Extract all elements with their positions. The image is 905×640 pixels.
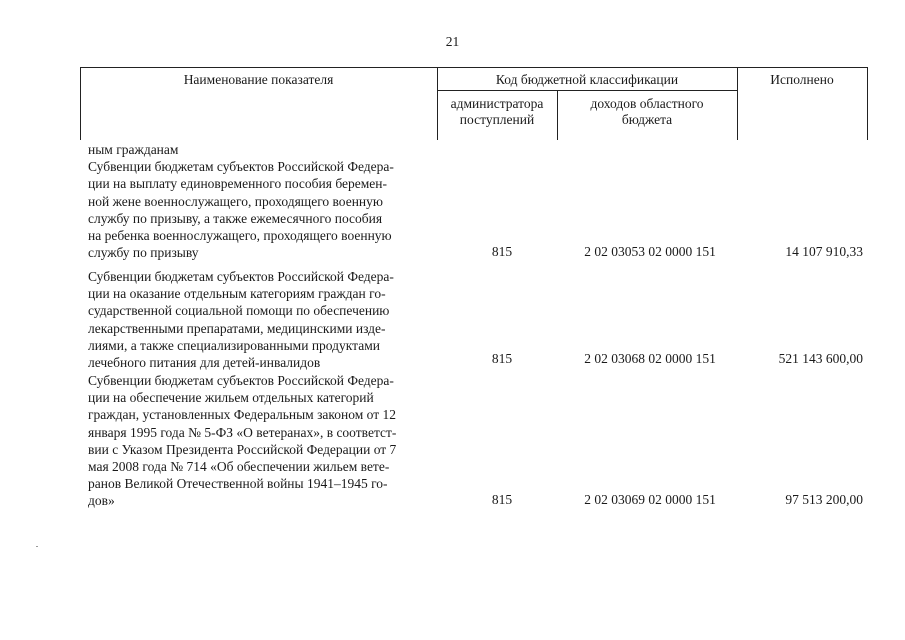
row-name-line: ции на обеспечение жильем отдельных категорий — [88, 390, 374, 406]
row-name-line: вии с Указом Президента Российской Федерации от 7 — [88, 441, 397, 457]
row-name — [88, 268, 436, 371]
page-number: 21 — [445, 34, 460, 49]
table-header — [80, 67, 868, 140]
row-name-line: ции на выплату единовременного пособия беремен- — [88, 176, 388, 192]
header-subdivider — [437, 90, 737, 91]
row-admin-code: 815 — [491, 244, 513, 259]
row-name-line: дов» — [88, 493, 115, 509]
row-income-code: 2 02 03053 02 0000 151 — [584, 244, 716, 259]
row-amount: 14 107 910,33 — [785, 244, 863, 259]
row-name-line: службу по призыву, а также ежемесячного пособия — [88, 210, 383, 226]
header-admin-line2: поступлений — [459, 112, 535, 127]
row-name-line: ной жене военнослужащего, проходящего военную — [88, 193, 383, 209]
row-amount: 521 143 600,00 — [778, 351, 863, 366]
row-income-code: 2 02 03069 02 0000 151 — [584, 492, 716, 507]
row-admin-code: 815 — [491, 492, 513, 507]
header-name: Наименование показателя — [183, 72, 334, 87]
header-executed: Исполнено — [770, 72, 834, 87]
row-income-code: 2 02 03068 02 0000 151 — [584, 351, 716, 366]
header-income — [557, 96, 737, 128]
header-border-right — [867, 68, 868, 140]
row-name — [88, 372, 436, 510]
row-name-line: ранов Великой Отечественной войны 1941–1945 го- — [88, 476, 388, 492]
row-name-line: граждан, установленных Федеральным законом от 12 — [88, 407, 397, 423]
header-income-line2: бюджета — [621, 112, 673, 127]
row-name-line: лиями, а также специализированными продуктами — [88, 337, 380, 353]
row-admin-code: 815 — [491, 351, 513, 366]
row-name-line: службу по призыву — [88, 245, 199, 261]
header-admin-line1: администратора — [450, 96, 544, 111]
row-name-line: лекарственными препаратами, медицинскими изде- — [88, 320, 386, 336]
row-name-line: мая 2008 года № 714 «Об обеспечении жильем вете- — [88, 459, 390, 475]
row-name-line: ным гражданам — [88, 142, 179, 157]
scan-mark — [36, 546, 38, 547]
header-income-line1: доходов областного — [590, 96, 704, 111]
row-name-line: на ребенка военнослужащего, проходящего военную — [88, 228, 392, 244]
row-name-line: сударственной социальной помощи по обеспечению — [88, 303, 390, 319]
row-name-line: Субвенции бюджетам субъектов Российской Федера- — [88, 373, 394, 388]
header-admin — [437, 96, 557, 128]
row-amount: 97 513 200,00 — [785, 492, 863, 507]
row-name-line: января 1995 года № 5-ФЗ «О ветеранах», в соответст- — [88, 424, 397, 440]
row-name-line: лечебного питания для детей-инвалидов — [88, 355, 321, 371]
row-name-line: Субвенции бюджетам субъектов Российской Федера- — [88, 159, 394, 175]
row-name-line: Субвенции бюджетам субъектов Российской Федера- — [88, 269, 394, 284]
row-name — [88, 141, 436, 261]
row-name-line: ции на оказание отдельным категориям граждан го- — [88, 286, 386, 302]
header-code-group: Код бюджетной классификации — [495, 72, 679, 87]
